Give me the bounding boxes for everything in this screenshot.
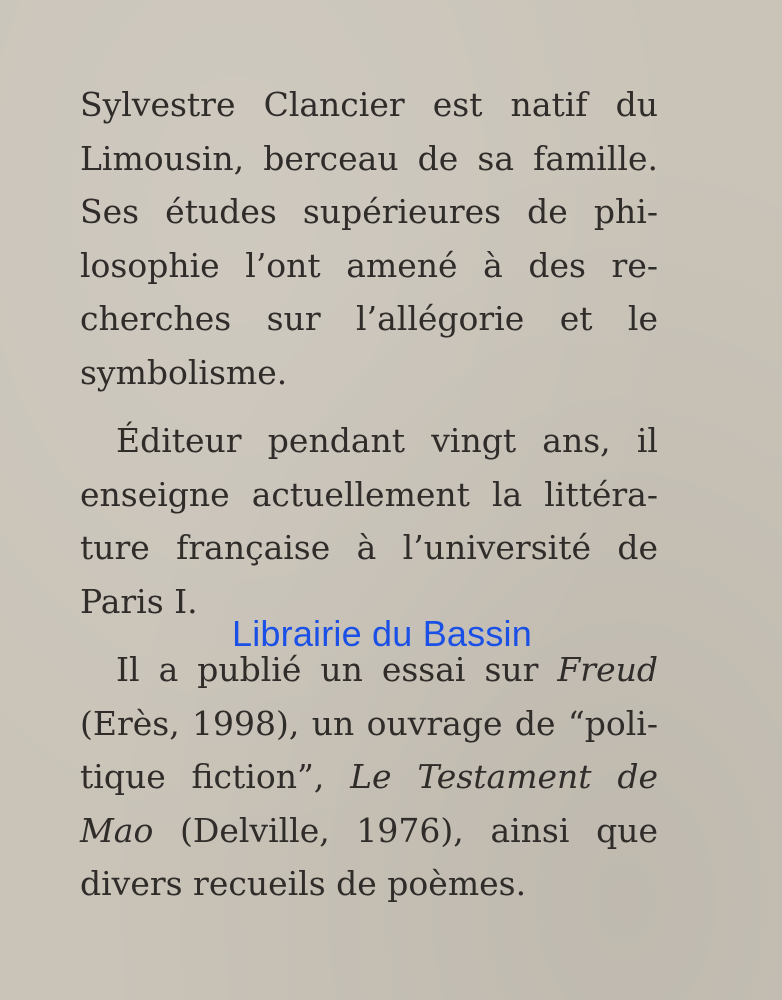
book-title-testament: Le Testament de [350, 757, 658, 796]
text-line: divers recueils de poèmes. [80, 864, 527, 903]
text-line: (Erès, 1998), un ouvrage de “poli- [80, 703, 658, 743]
text-line: cherches sur l’allégorie et le [80, 299, 658, 338]
text-line: Sylvestre Clancier est natif du [80, 85, 658, 124]
text-line: Limousin, berceau de sa famille. [80, 138, 658, 178]
text-line: symbolisme. [80, 352, 288, 392]
paragraph-origins [80, 78, 658, 399]
text-segment: Il a publié un essai sur [116, 650, 558, 689]
paragraph-publications [80, 643, 658, 911]
text-line: ture française à l’université de [80, 528, 658, 567]
text-line: Ses études supérieures de phi- [80, 192, 658, 231]
text-line: enseigne actuellement la littéra- [80, 474, 658, 514]
book-title-mao: Mao [80, 810, 154, 850]
text-line: Éditeur pendant vingt ans, il [116, 421, 658, 460]
bookstore-watermark: Librairie du Bassin [232, 613, 532, 654]
text-segment: tique fiction”, [80, 757, 351, 796]
paragraph-career [80, 414, 658, 628]
book-title-freud: Freud [557, 650, 658, 689]
text-segment: (Delville, 1976), ainsi que [153, 810, 658, 850]
biography-text [80, 78, 658, 911]
text-line [80, 750, 658, 804]
text-line [80, 804, 658, 858]
text-line: losophie l’ont amené à des re- [80, 245, 658, 285]
text-line: Paris I. [80, 581, 198, 621]
